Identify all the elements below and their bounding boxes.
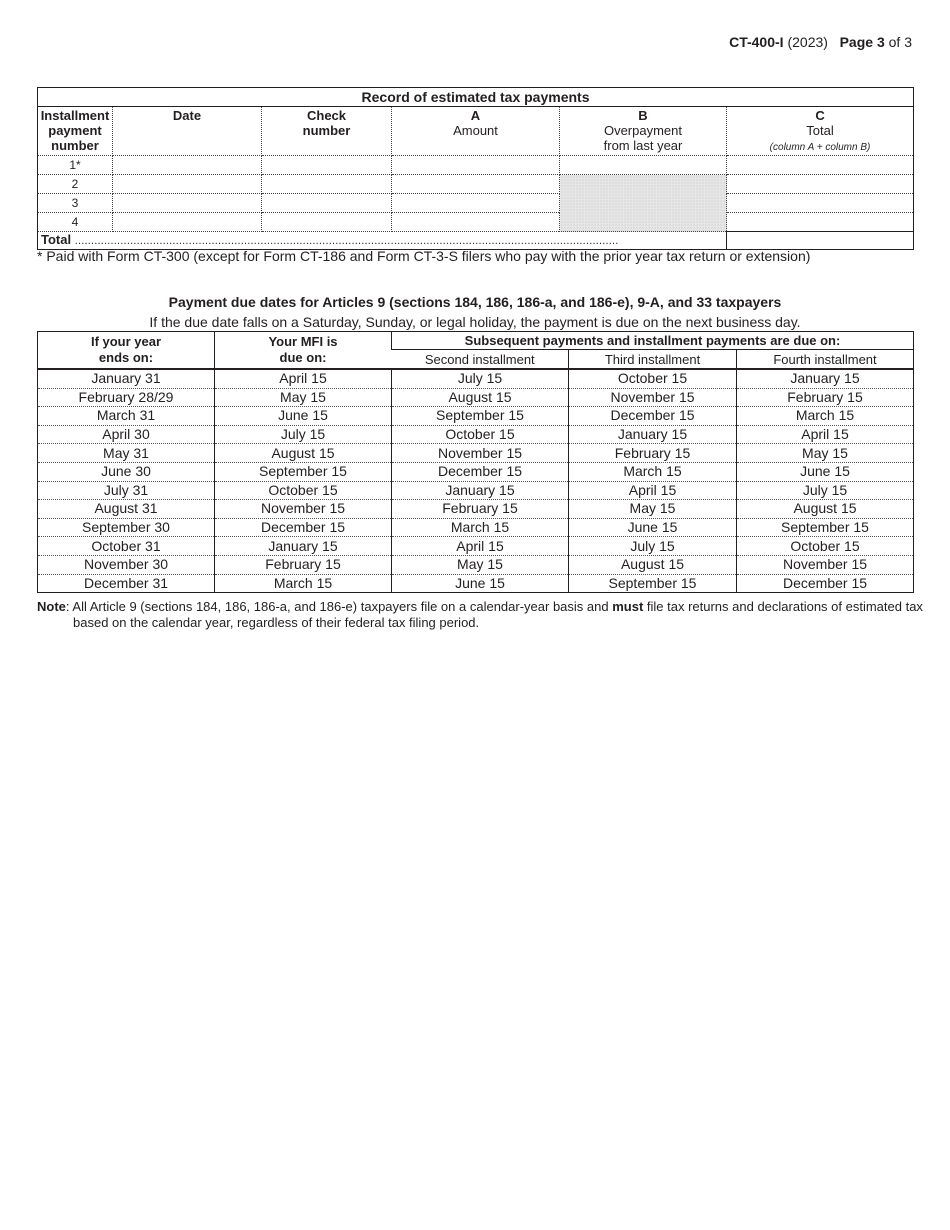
amount-field[interactable] bbox=[392, 213, 560, 232]
third-installment-cell: April 15 bbox=[569, 481, 737, 500]
fourth-installment-cell: August 15 bbox=[737, 500, 914, 519]
fourth-installment-cell: October 15 bbox=[737, 537, 914, 556]
due-date-row bbox=[38, 407, 914, 426]
third-installment-cell: March 15 bbox=[569, 462, 737, 481]
amount-field[interactable] bbox=[392, 156, 560, 175]
year-end-cell: February 28/29 bbox=[38, 388, 215, 407]
year-end-cell: April 30 bbox=[38, 425, 215, 444]
second-installment-cell: March 15 bbox=[392, 518, 569, 537]
due-dates-table bbox=[37, 331, 914, 593]
note-text-2: file tax returns and declarations of estimated tax based on the calendar year, regardless of their federal tax filing period. bbox=[73, 599, 923, 630]
second-installment-cell: October 15 bbox=[392, 425, 569, 444]
fourth-installment-cell: May 15 bbox=[737, 444, 914, 463]
second-installment-cell: April 15 bbox=[392, 537, 569, 556]
second-installment-cell: September 15 bbox=[392, 407, 569, 426]
mfi-due-cell: June 15 bbox=[215, 407, 392, 426]
second-installment-cell: November 15 bbox=[392, 444, 569, 463]
date-field[interactable] bbox=[113, 175, 262, 194]
mfi-due-cell: March 15 bbox=[215, 574, 392, 593]
third-installment-cell: December 15 bbox=[569, 407, 737, 426]
third-installment-cell: June 15 bbox=[569, 518, 737, 537]
total-field[interactable] bbox=[727, 213, 914, 232]
check-number-field[interactable] bbox=[262, 175, 392, 194]
col-check-header: Check number bbox=[262, 107, 392, 156]
note-bold: must bbox=[612, 599, 644, 614]
second-installment-cell: July 15 bbox=[392, 369, 569, 388]
total-field[interactable] bbox=[727, 156, 914, 175]
date-field[interactable] bbox=[113, 194, 262, 213]
date-field[interactable] bbox=[113, 156, 262, 175]
footnote: * Paid with Form CT-300 (except for Form CT-186 and Form CT-3-S filers who pay with the prior year tax return or extension) bbox=[37, 248, 811, 264]
installment-number: 2 bbox=[38, 175, 113, 194]
total-row-label: Total ....................................................................................................................................................................... bbox=[38, 232, 727, 250]
note-text-1: : All Article 9 (sections 184, 186, 186-a, and 186-e) taxpayers file on a calendar-year basis and bbox=[65, 599, 613, 614]
note-label: Note bbox=[37, 599, 66, 614]
mfi-due-cell: November 15 bbox=[215, 500, 392, 519]
total-field[interactable] bbox=[727, 194, 914, 213]
mfi-due-cell: August 15 bbox=[215, 444, 392, 463]
col-c-header: C Total (column A + column B) bbox=[727, 107, 914, 156]
due-date-row bbox=[38, 369, 914, 388]
year-end-cell: July 31 bbox=[38, 481, 215, 500]
fourth-installment-cell: January 15 bbox=[737, 369, 914, 388]
col-mfi-header: Your MFI is due on: bbox=[215, 332, 392, 370]
due-date-row bbox=[38, 518, 914, 537]
check-number-field[interactable] bbox=[262, 156, 392, 175]
due-date-row bbox=[38, 462, 914, 481]
third-installment-cell: July 15 bbox=[569, 537, 737, 556]
due-date-row bbox=[38, 481, 914, 500]
year-end-cell: October 31 bbox=[38, 537, 215, 556]
third-installment-cell: August 15 bbox=[569, 555, 737, 574]
second-installment-header: Second installment bbox=[392, 350, 569, 370]
third-installment-cell: February 15 bbox=[569, 444, 737, 463]
due-dates-title: Payment due dates for Articles 9 (sections 184, 186, 186-a, and 186-e), 9-A, and 33 taxpayers bbox=[168, 294, 782, 310]
installment-number: 3 bbox=[38, 194, 113, 213]
fourth-installment-cell: November 15 bbox=[737, 555, 914, 574]
due-date-row bbox=[38, 574, 914, 593]
year-end-cell: May 31 bbox=[38, 444, 215, 463]
form-number: CT-400-I bbox=[729, 34, 784, 50]
note bbox=[37, 599, 933, 631]
mfi-due-cell: July 15 bbox=[215, 425, 392, 444]
fourth-installment-header: Fourth installment bbox=[737, 350, 914, 370]
col-a-header: A Amount bbox=[392, 107, 560, 156]
record-title: Record of estimated tax payments bbox=[38, 88, 914, 107]
year-end-cell: September 30 bbox=[38, 518, 215, 537]
third-installment-header: Third installment bbox=[569, 350, 737, 370]
mfi-due-cell: December 15 bbox=[215, 518, 392, 537]
due-date-row bbox=[38, 537, 914, 556]
total-field[interactable] bbox=[727, 175, 914, 194]
fourth-installment-cell: September 15 bbox=[737, 518, 914, 537]
overpayment-field[interactable] bbox=[560, 156, 727, 175]
mfi-due-cell: September 15 bbox=[215, 462, 392, 481]
year-end-cell: December 31 bbox=[83, 574, 169, 591]
year-end-cell: January 31 bbox=[38, 369, 215, 388]
due-date-row bbox=[38, 500, 914, 519]
overpayment-shaded-area bbox=[560, 175, 727, 232]
year-end-cell: November 30 bbox=[38, 555, 215, 574]
mfi-due-cell: April 15 bbox=[215, 369, 392, 388]
record-table bbox=[37, 87, 914, 250]
form-year: (2023) bbox=[787, 34, 828, 50]
second-installment-cell: August 15 bbox=[392, 388, 569, 407]
fourth-installment-cell: March 15 bbox=[737, 407, 914, 426]
fourth-installment-cell: December 15 bbox=[737, 574, 914, 593]
check-number-field[interactable] bbox=[262, 194, 392, 213]
installment-number: 1* bbox=[38, 156, 113, 175]
page-of: of 3 bbox=[888, 34, 912, 50]
check-number-field[interactable] bbox=[262, 213, 392, 232]
col-installment-header: Installment payment number bbox=[38, 107, 113, 156]
page-number: 3 bbox=[876, 34, 885, 50]
mfi-due-cell: May 15 bbox=[215, 388, 392, 407]
amount-field[interactable] bbox=[392, 194, 560, 213]
second-installment-cell: February 15 bbox=[392, 500, 569, 519]
fourth-installment-cell: July 15 bbox=[737, 481, 914, 500]
second-installment-cell: June 15 bbox=[392, 574, 569, 593]
third-installment-cell: January 15 bbox=[569, 425, 737, 444]
second-installment-cell: January 15 bbox=[392, 481, 569, 500]
due-dates-body bbox=[38, 369, 914, 593]
due-date-row bbox=[38, 388, 914, 407]
due-date-row bbox=[38, 425, 914, 444]
installment-number: 4 bbox=[38, 213, 113, 232]
second-installment-cell: December 15 bbox=[392, 462, 569, 481]
date-field[interactable] bbox=[113, 213, 262, 232]
fourth-installment-cell: February 15 bbox=[737, 388, 914, 407]
mfi-due-cell: February 15 bbox=[215, 555, 392, 574]
fourth-installment-cell: June 15 bbox=[737, 462, 914, 481]
third-installment-cell: October 15 bbox=[569, 369, 737, 388]
grand-total-field[interactable] bbox=[727, 232, 914, 250]
due-date-row bbox=[38, 555, 914, 574]
year-end-cell: June 30 bbox=[38, 462, 215, 481]
mfi-due-cell: January 15 bbox=[215, 537, 392, 556]
mfi-due-cell: October 15 bbox=[215, 481, 392, 500]
year-end-cell: March 31 bbox=[38, 407, 215, 426]
due-dates-subtitle: If the due date falls on a Saturday, Sunday, or legal holiday, the payment is due on the next business day. bbox=[149, 314, 801, 330]
due-date-row bbox=[38, 444, 914, 463]
second-installment-cell: May 15 bbox=[392, 555, 569, 574]
page-label: Page bbox=[839, 34, 874, 50]
third-installment-cell: November 15 bbox=[569, 388, 737, 407]
third-installment-cell: May 15 bbox=[569, 500, 737, 519]
third-installment-cell: September 15 bbox=[569, 574, 737, 593]
year-end-cell: August 31 bbox=[38, 500, 215, 519]
page-header bbox=[729, 34, 912, 50]
fourth-installment-cell: April 15 bbox=[737, 425, 914, 444]
subsequent-payments-header: Subsequent payments and installment payments are due on: bbox=[392, 332, 914, 350]
col-b-header: B Overpayment from last year bbox=[560, 107, 727, 156]
col-date-header: Date bbox=[113, 107, 262, 156]
col-year-end-header: If your year ends on: bbox=[38, 332, 215, 370]
amount-field[interactable] bbox=[392, 175, 560, 194]
